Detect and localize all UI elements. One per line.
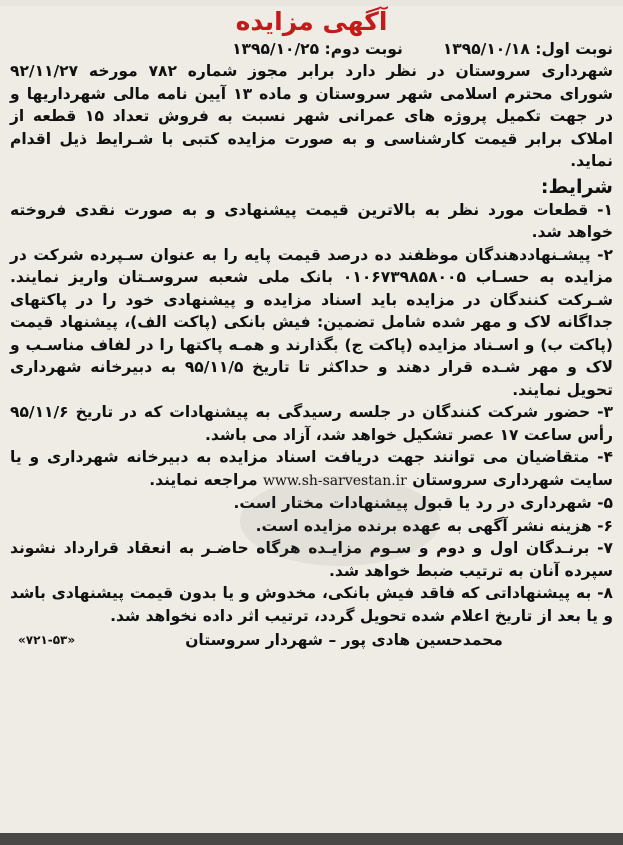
condition-1: ۱- قطعات مورد نظر به بالاترین قیمت پیشنهادی و به صورت نقدی فروخته خواهد شد. — [10, 200, 613, 241]
watermark-stamp — [240, 476, 440, 566]
condition-6: ۶- هزینه نشر آگهی به عهده برنده مزایده است. — [255, 516, 613, 535]
ad-title: آگهی مزایده — [235, 6, 388, 36]
second-publication-date: نوبت دوم: ۱۳۹۵/۱۰/۲۵ — [232, 40, 403, 58]
signature-row — [10, 631, 613, 649]
website-link[interactable]: www.sh-sarvestan.ir — [262, 472, 407, 489]
condition-7: ۷- برنـدگان اول و دوم و سـوم مزایـده هرگاه حاضـر به انعقاد قرارداد نشوند سپرده آنان به ترتیب ضبط خواهد شد. — [10, 539, 613, 580]
reference-number: «۷۲۱-۵۳» — [18, 633, 76, 647]
signature: محمدحسین هادی پور – شهردار سروستان — [185, 631, 503, 649]
publication-dates — [10, 40, 613, 58]
conditions-heading: شرایط: — [540, 175, 613, 198]
condition-4-text: ۴- متقاضیان می توانند جهت دریافت اسناد مزایده به دبیرخانه شهرداری و یا سایت شهرداری سروستان — [10, 448, 613, 489]
condition-4-end: مراجعه نمایند. — [149, 470, 258, 489]
bottom-cut-strip — [0, 833, 623, 845]
title-box — [182, 6, 442, 36]
newspaper-ad-page — [0, 6, 623, 845]
intro-paragraph: شهرداری سروستان در نظر دارد برابر مجوز شماره ۷۸۲ مورخه ۹۲/۱۱/۲۷ شورای محترم اسلامی شهر سروستان و ماده ۱۳ آیین نامه مالی شهرداریها و در جهت تکمیل پروژه های عمرانی شهر نسبت به فروش تعداد ۱۵ قطعه از املاک برابر قیمت کارشناسی و به صورت مزایده کتبی با شـرایط ذیل اقدام نماید. — [10, 62, 613, 170]
condition-3: ۳- حضور شرکت کنندگان در جلسه رسیدگی به پیشنهادات که در تاریخ ۹۵/۱۱/۶ رأس ساعت ۱۷ عصر تشکیل خواهد شد، آزاد می باشد. — [10, 403, 613, 444]
first-publication-date: نوبت اول: ۱۳۹۵/۱۰/۱۸ — [442, 40, 613, 58]
condition-2: ۲- پیشـنهاددهندگان موظفند ده درصد قیمت پایه را به عنوان سـپرده شرکت در مزایده به حسـاب ۰۱۰۶۷۳۹۸۵۸۰۰۵ بانک ملی شعبه سروسـتان واریز نمایند. شـرکت کنندگان در مزایده باید اسناد مزایده و پیشنهادی خود را در پاکتهای جداگانه لاک و مهر شده شامل تضمین: فیش بانکی (پاکت الف)، پیشنهاد قیمت (پاکت ب) و اسـناد مزایده (پاکت ج) بگذارند و همـه پاکتها را در لفاف مناسـب و لاک و مهر شـده قرار دهند و حداکثر تا تاریخ ۹۵/۱۱/۵ به دبیرخانه شهرداری تحویل نمایند. — [10, 245, 613, 399]
condition-5: ۵- شهرداری در رد یا قبول پیشنهادات مختار است. — [233, 494, 613, 512]
condition-8: ۸- به پیشنهاداتی که فاقد فیش بانکی، مخدوش و یا بدون قیمت پیشنهادی باشد و یا بعد از تاریخ اعلام شده تحویل گردد، ترتیب اثر داده نخواهد شد. — [10, 584, 613, 625]
